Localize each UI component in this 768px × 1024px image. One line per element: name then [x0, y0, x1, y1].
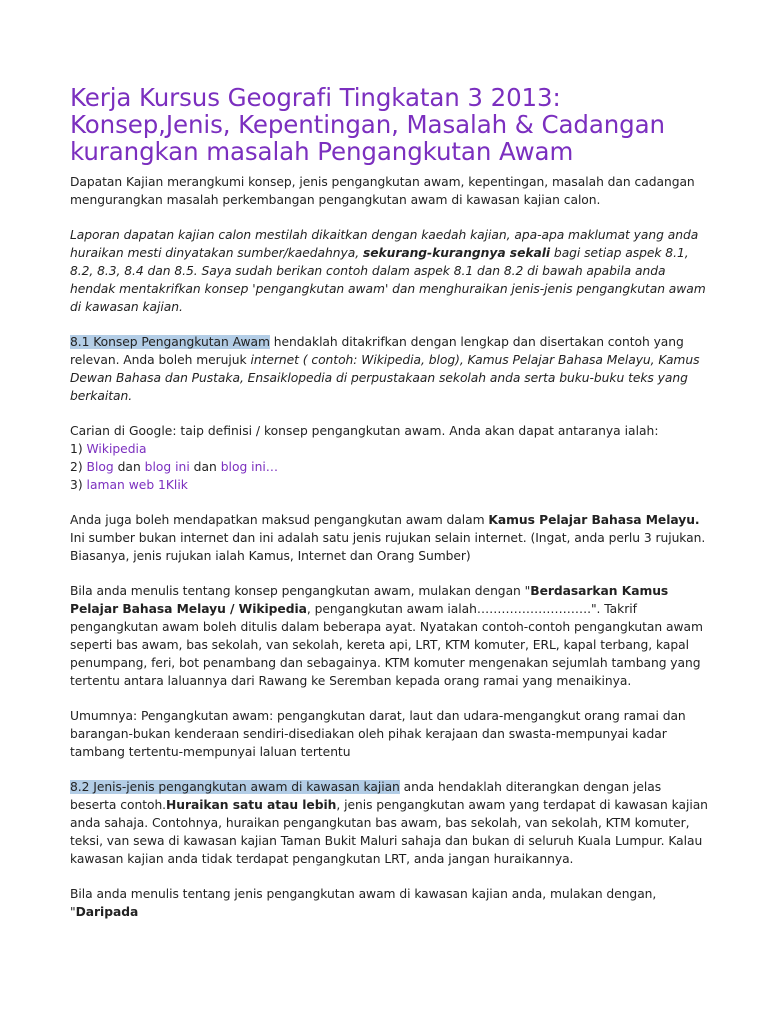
kamus-text-cont: Ini sumber bukan internet dan ini adalah satu jenis rujukan selain internet. (Ingat, anda perlu 3 rujukan. Biasanya, jenis rujukan ialah Kamus, Internet dan Orang Sumber) — [70, 531, 706, 563]
wikipedia-link[interactable]: Wikipedia — [86, 442, 147, 456]
section-8-2-emphasis: Huraikan satu atau lebih — [166, 798, 337, 812]
list-connector: dan — [113, 460, 145, 474]
list-number: 2) — [70, 460, 87, 474]
list-item — [70, 440, 708, 458]
konsep-text-cont: , pengangkutan awam ialah……………………….". Takrif pengangkutan awam boleh ditulis dalam beberapa ayat. Nyatakan contoh-contoh pengangkutan awam seperti bas awam, bas sekolah, van sekolah, kereta api, LRT, KTM komuter, ERL, kapal terbang, kapal penumpang, feri, bot penambang dan sebagainya. KTM komuter mengenakan sejumlah tambang yang tertentu antara laluannya dari Rawang ke Seremban kepada orang ramai yang menaikinya. — [70, 602, 703, 688]
section-8-2-text: anda hendaklah diterangkan dengan jelas beserta contoh. — [70, 780, 662, 812]
blog-link[interactable]: Blog — [86, 460, 114, 474]
konsep-emphasis: Berdasarkan Kamus Pelajar Bahasa Melayu / Wikipedia — [70, 584, 669, 616]
konsep-paragraph — [70, 582, 708, 690]
section-8-2-text-cont: , jenis pengangkutan awam yang terdapat di kawasan kajian anda sahaja. Contohnya, huraikan pengangkutan bas awam, bas sekolah, van sekolah, KTM komuter, teksi, van sewa di kawasan kajian Taman Bukit Maluri sahaja dan bukan di seluruh Kuala Lumpur. Kalau kawasan kajian anda tidak terdapat pengangkutan LRT, anda jangan huraikannya. — [70, 798, 708, 866]
google-search-intro: Carian di Google: taip definisi / konsep pengangkutan awam. Anda akan dapat antaranya ialah: — [70, 424, 659, 438]
instruction-text: Laporan dapatan kajian calon mestilah dikaitkan dengan kaedah kajian, apa-apa maklumat yang anda huraikan mesti dinyatakan sumber/kaedahnya, — [70, 228, 699, 260]
instruction-paragraph — [70, 226, 708, 316]
list-item — [70, 476, 708, 494]
section-8-1-text: hendaklah ditakrifkan dengan lengkap dan disertakan contoh yang relevan. Anda boleh merujuk — [70, 335, 684, 367]
blog-ini-link-2[interactable]: blog ini… — [220, 460, 279, 474]
jenis-paragraph — [70, 885, 708, 921]
kamus-emphasis: Kamus Pelajar Bahasa Melayu. — [488, 513, 700, 527]
kamus-paragraph — [70, 511, 708, 565]
kamus-text: Anda juga boleh mendapatkan maksud pengangkutan awam dalam — [70, 513, 489, 527]
section-8-1-sources: internet ( contoh: Wikipedia, blog), Kamus Pelajar Bahasa Melayu, Kamus Dewan Bahasa dan Pustaka, Ensaiklopedia di perpustakaan sekolah anda serta buku-buku teks yang berkaitan. — [70, 353, 700, 403]
list-connector: dan — [189, 460, 221, 474]
section-8-1-paragraph — [70, 333, 708, 405]
instruction-text-cont: bagi setiap aspek 8.1, 8.2, 8.3, 8.4 dan 8.5. Saya sudah berikan contoh dalam aspek 8.1 dan 8.2 di bawah apabila anda hendak mentakrifkan konsep 'pengangkutan awam' dan menghuraikan jenis-jenis pengangkutan awam di kawasan kajian. — [70, 246, 706, 314]
blog-ini-link-1[interactable]: blog ini — [144, 460, 190, 474]
section-8-2-highlight: 8.2 Jenis-jenis pengangkutan awam di kawasan kajian — [70, 780, 400, 794]
google-search-list — [70, 422, 708, 494]
jenis-emphasis: Daripada — [75, 905, 139, 919]
section-8-1-highlight: 8.1 Konsep Pengangkutan Awam — [70, 335, 270, 349]
jenis-text: Bila anda menulis tentang jenis pengangkutan awam di kawasan kajian anda, mulakan dengan, " — [70, 887, 657, 919]
1klik-link[interactable]: laman web 1Klik — [86, 478, 188, 492]
intro-paragraph: Dapatan Kajian merangkumi konsep, jenis pengangkutan awam, kepentingan, masalah dan cadangan mengurangkan masalah perkembangan pengangkutan awam di kawasan kajian calon. — [70, 175, 695, 207]
konsep-text: Bila anda menulis tentang konsep pengangkutan awam, mulakan dengan " — [70, 584, 531, 598]
list-number: 3) — [70, 478, 87, 492]
list-item — [70, 458, 708, 476]
list-number: 1) — [70, 442, 87, 456]
umumnya-paragraph: Umumnya: Pengangkutan awam: pengangkutan darat, laut dan udara-mengangkut orang ramai dan barangan-bukan kenderaan sendiri-disediakan oleh pihak kerajaan dan swasta-mempunyai kadar tambang tertentu-mempunyai laluan tertentu — [70, 709, 686, 759]
page-title: Kerja Kursus Geografi Tingkatan 3 2013: Konsep,Jenis, Kepentingan, Masalah & Cadangan kurangkan masalah Pengangkutan Awam — [70, 83, 665, 166]
section-8-2-paragraph — [70, 778, 708, 868]
instruction-emphasis: sekurang-kurangnya sekali — [362, 246, 551, 260]
